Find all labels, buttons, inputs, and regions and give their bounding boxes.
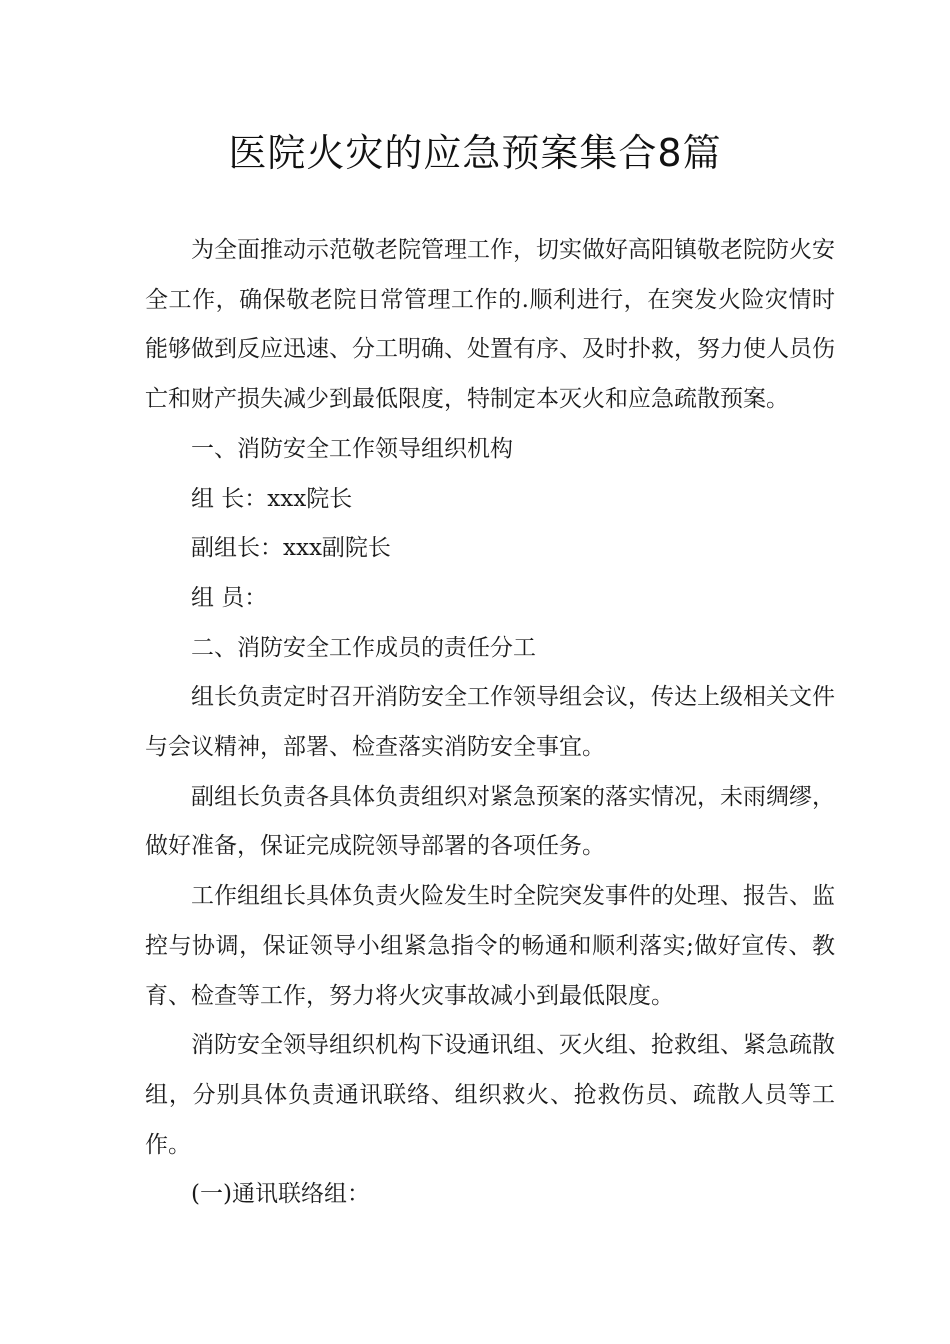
document-title: 医院火灾的应急预案集合8篇: [228, 131, 722, 175]
paragraph-leader-duties: 组长负责定时召开消防安全工作领导组会议，传达上级相关文件与会议精神，部署、检查落实消防安全事宜。: [145, 684, 835, 761]
paragraph-intro: 为全面推动示范敬老院管理工作，切实做好高阳镇敬老院防火安全工作，确保敬老院日常管理工作的.顺利进行，在突发火险灾情时能够做到反应迅速、分工明确、处置有序、及时扑救，努力使人员伤亡和财产损失减少到最低限度，特制定本灭火和应急疏散预案。: [145, 237, 835, 413]
paragraph-subgroups: 消防安全领导组织机构下设通讯组、灭火组、抢救组、紧急疏散组，分别具体负责通讯联络、组织救火、抢救伤员、疏散人员等工作。: [145, 1032, 835, 1158]
paragraph-group-leader: 组 长：xxx院长: [191, 485, 353, 512]
document-body: [145, 226, 835, 1220]
section-heading-responsibilities: 二、消防安全工作成员的责任分工: [191, 634, 536, 661]
paragraph-deputy-leader: 副组长：xxx副院长: [191, 535, 391, 562]
paragraph-workgroup-duties: 工作组组长具体负责火险发生时全院突发事件的处理、报告、监控与协调，保证领导小组紧急指令的畅通和顺利落实;做好宣传、教育、检查等工作，努力将火灾事故减小到最低限度。: [145, 883, 835, 1009]
subsection-heading-communication: (一)通讯联络组：: [191, 1181, 370, 1208]
section-heading-leadership: 一、消防安全工作领导组织机构: [191, 435, 513, 462]
paragraph-members: 组 员：: [191, 584, 268, 611]
paragraph-deputy-duties: 副组长负责各具体负责组织对紧急预案的落实情况，未雨绸缪，做好准备，保证完成院领导部署的各项任务。: [145, 783, 835, 860]
